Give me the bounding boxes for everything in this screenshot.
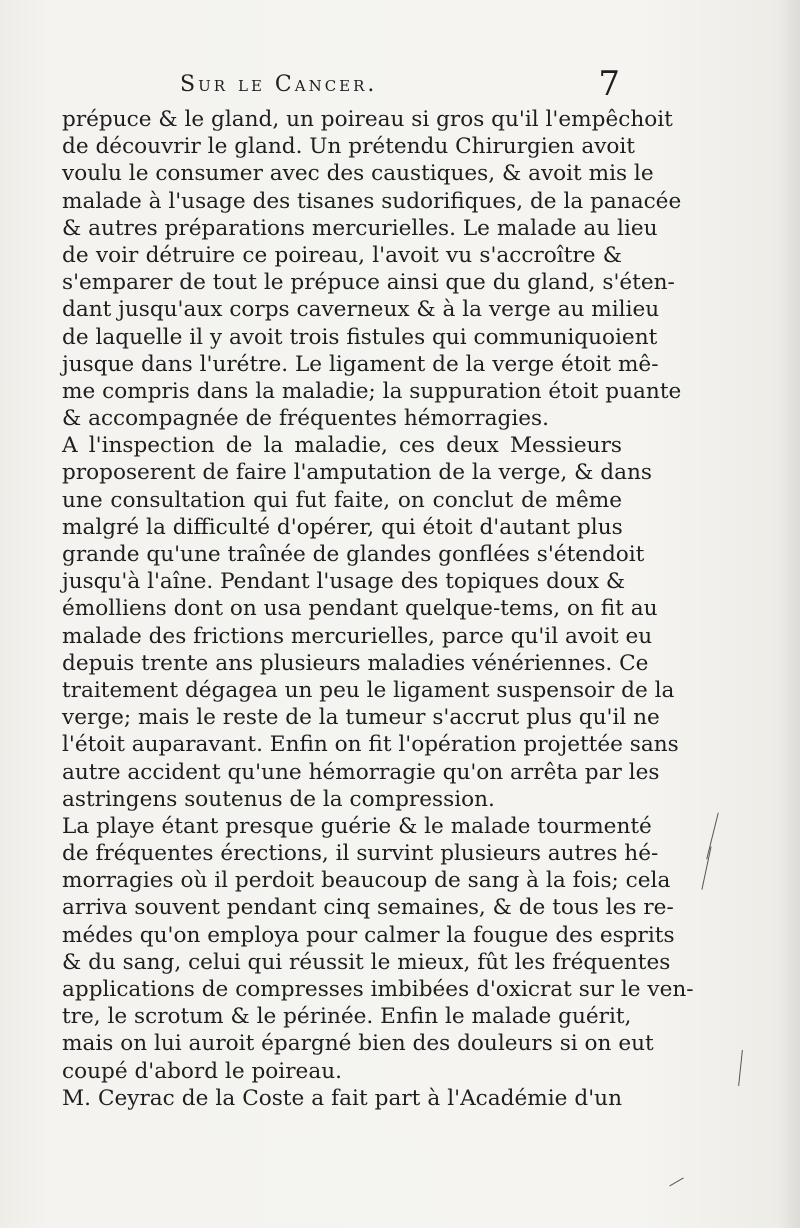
text-line: verge; mais le reste de la tumeur s'accrut plus qu'il ne [62,705,660,731]
text-line: coupé d'abord le poireau. [62,1058,342,1084]
text-line: astringens soutenus de la compression. [62,786,495,812]
text-line: s'emparer de tout le prépuce ainsi que du gland, s'éten- [62,270,675,296]
text-line: La playe étant presque guérie & le malade tourmenté [62,813,652,839]
text-line: mais on lui auroit épargné bien des douleurs si on eut [62,1031,654,1057]
text-line: voulu le consumer avec des caustiques, & avoit mis le [62,161,654,187]
text-line: traitement dégagea un peu le ligament suspensoir de la [62,677,675,703]
text-line: M. Ceyrac de la Coste a fait part à l'Académie d'un [62,1085,622,1111]
text-line: émolliens dont on usa pendant quelque-tems, on fit au [62,596,658,622]
text-line: malade à l'usage des tisanes sudorifiques, de la panacée [62,188,682,214]
text-line: & accompagnée de fréquentes hémorragies. [62,406,549,432]
text-line: proposerent de faire l'amputation de la verge, & dans [62,460,652,486]
text-line: grande qu'une traînée de glandes gonflées s'étendoit [62,542,645,567]
text-line: malade des frictions mercurielles, parce qu'il avoit eu [62,623,653,649]
text-line: dant jusqu'aux corps caverneux & à la verge au milieu [62,297,660,323]
text-line: de laquelle il y avoit trois fistules qui communiquoient [62,324,658,350]
text-line: & du sang, celui qui réussit le mieux, fût les fréquentes [62,949,671,975]
margin-pencil-mark [669,1177,683,1186]
running-head: Sur le Cancer. [180,72,378,97]
text-line: prépuce & le gland, un poireau si gros qu'il l'empêchoit [62,107,673,132]
text-line: de découvrir le gland. Un prétendu Chirurgien avoit [62,134,635,160]
text-line: autre accident qu'une hémorragie qu'on arrêta par les [62,759,660,785]
body-text [62,106,694,1112]
text-line: A l'inspection de la maladie, ces deux Messieurs [62,433,622,459]
text-line: l'étoit auparavant. Enfin on fit l'opération projettée sans [62,732,679,758]
text-line: jusque dans l'urétre. Le ligament de la verge étoit mê- [62,351,659,377]
text-line: arriva souvent pendant cinq semaines, & de tous les re- [62,895,674,921]
text-line: de voir détruire ce poireau, l'avoit vu s'accroître & [62,242,622,268]
text-line: malgré la difficulté d'opérer, qui étoit d'autant plus [62,514,623,540]
text-line: depuis trente ans plusieurs maladies vénériennes. Ce [62,650,649,676]
page-gutter-shadow [778,0,800,1228]
text-line: tre, le scrotum & le périnée. Enfin le malade guérit, [62,1004,632,1030]
text-line: de fréquentes érections, il survint plusieurs autres hé- [62,841,659,867]
page-number: 7 [598,64,620,104]
text-line: une consultation qui fut faite, on conclut de même [62,487,622,513]
margin-pencil-mark [738,1050,743,1086]
text-line: médes qu'on employa pour calmer la fougue des esprits [62,922,675,948]
text-line: applications de compresses imbibées d'oxicrat sur le ven- [62,977,694,1002]
text-line: morragies où il perdoit beaucoup de sang à la fois; cela [62,868,671,894]
text-line: me compris dans la maladie; la suppuration étoit puante [62,378,682,404]
page-header [180,64,620,104]
text-line: jusqu'à l'aîne. Pendant l'usage des topiques doux & [62,569,626,595]
text-line: & autres préparations mercurielles. Le malade au lieu [62,215,658,241]
